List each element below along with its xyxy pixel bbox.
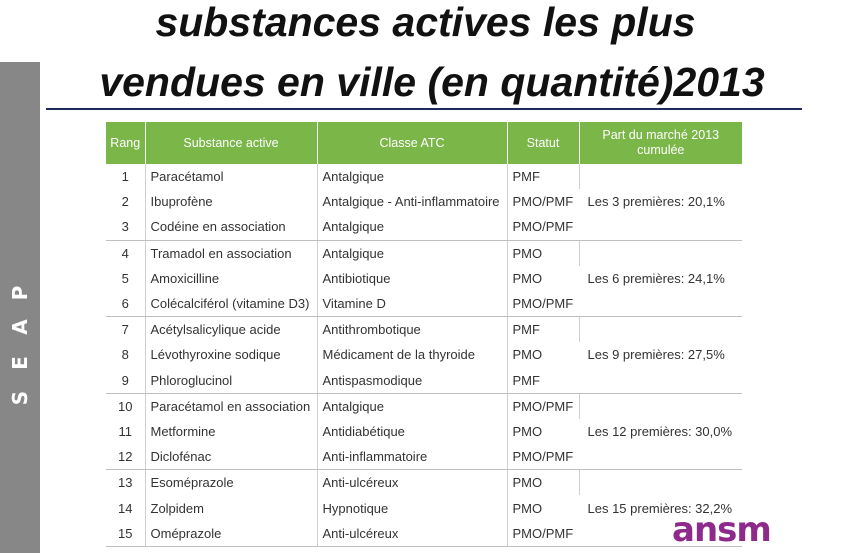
side-letter-a: A — [8, 319, 32, 335]
cell-classe: Antalgique — [317, 240, 507, 266]
cell-rang: 6 — [106, 291, 145, 317]
cell-classe: Vitamine D — [317, 291, 507, 317]
cell-rang: 14 — [106, 495, 145, 520]
cell-substance: Codéine en association — [145, 214, 317, 240]
cell-substance: Paracétamol — [145, 164, 317, 189]
cell-part-group-3: Les 9 premières: 27,5% — [579, 317, 742, 394]
page-title-line-2: vendues en ville (en quantité)2013 — [99, 59, 765, 105]
cell-rang: 5 — [106, 266, 145, 291]
cell-statut: PMO — [512, 270, 543, 286]
cell-statut: PMF — [507, 164, 579, 189]
cell-statut: PMO/PMF — [507, 214, 579, 240]
cell-rang: 10 — [106, 393, 145, 419]
cell-classe: Antispasmodique — [317, 368, 507, 394]
side-letter-p: P — [8, 285, 32, 301]
cell-rang: 8 — [106, 342, 145, 367]
table-row — [106, 317, 742, 343]
cell-part-group-2: Les 6 premières: 24,1% — [579, 240, 742, 317]
cell-classe: Antalgique — [317, 164, 507, 189]
cell-rang: 13 — [106, 470, 145, 496]
table-row — [106, 164, 742, 189]
cell-classe: Antalgique - Anti-inflammatoire — [317, 189, 507, 214]
cell-substance: Amoxicilline — [145, 266, 317, 291]
cell-rang: 12 — [106, 444, 145, 470]
cell-statut: PMO/PMF — [512, 194, 574, 210]
cell-classe: Hypnotique — [317, 495, 507, 520]
cell-substance: Metformine — [145, 419, 317, 444]
cell-rang: 1 — [106, 164, 145, 189]
side-letter-e: E — [8, 356, 32, 370]
cell-statut: PMO — [512, 347, 543, 363]
cell-substance: Colécalciférol (vitamine D3) — [145, 291, 317, 317]
header-rang: Rang — [106, 122, 145, 164]
cell-classe: Antidiabétique — [317, 419, 507, 444]
cell-rang: 4 — [106, 240, 145, 266]
cell-part-group-1: Les 3 premières: 20,1% — [579, 164, 742, 240]
substances-table — [106, 122, 742, 547]
cell-statut: PMO — [512, 500, 543, 516]
cell-classe: Antibiotique — [317, 266, 507, 291]
cell-classe: Antalgique — [317, 214, 507, 240]
cell-rang: 3 — [106, 214, 145, 240]
title-underline — [46, 108, 802, 110]
cell-statut: PMO/PMF — [507, 444, 579, 470]
cell-substance: Acétylsalicylique acide — [145, 317, 317, 343]
cell-statut: PMO — [507, 240, 579, 266]
cell-substance: Zolpidem — [145, 495, 317, 520]
cell-classe: Anti-ulcéreux — [317, 470, 507, 496]
header-classe-atc: Classe ATC — [317, 122, 507, 164]
cell-classe: Antalgique — [317, 393, 507, 419]
cell-classe: Anti-inflammatoire — [317, 444, 507, 470]
header-statut: Statut — [507, 122, 579, 164]
page-title-line-1: substances actives les plus — [155, 0, 696, 45]
cell-statut: PMO/PMF — [507, 291, 579, 317]
cell-substance: Lévothyroxine sodique — [145, 342, 317, 367]
cell-classe: Antithrombotique — [317, 317, 507, 343]
cell-classe: Médicament de la thyroide — [317, 342, 507, 367]
cell-part-group-4: Les 12 premières: 30,0% — [579, 393, 742, 470]
side-band — [0, 62, 40, 553]
cell-statut: PMF — [507, 368, 579, 394]
table-header-row — [106, 122, 742, 164]
cell-rang: 7 — [106, 317, 145, 343]
table-row — [106, 240, 742, 266]
cell-substance: Paracétamol en association — [145, 393, 317, 419]
table-row — [106, 393, 742, 419]
cell-statut: PMO — [507, 470, 579, 496]
cell-statut: PMO/PMF — [507, 393, 579, 419]
header-part-marche: Part du marché 2013 cumulée — [579, 122, 742, 164]
cell-rang: 15 — [106, 521, 145, 547]
cell-classe: Anti-ulcéreux — [317, 521, 507, 547]
cell-substance: Oméprazole — [145, 521, 317, 547]
side-letter-s: S — [8, 390, 32, 406]
cell-rang: 2 — [106, 189, 145, 214]
cell-substance: Diclofénac — [145, 444, 317, 470]
table-row — [106, 470, 742, 496]
cell-statut: PMO — [512, 423, 543, 439]
ansm-logo-text: ansm — [672, 510, 771, 550]
cell-substance: Esoméprazole — [145, 470, 317, 496]
ansm-logo — [672, 512, 812, 553]
cell-part-group-5: Les 15 premières: 32,2% — [579, 470, 742, 547]
cell-substance: Tramadol en association — [145, 240, 317, 266]
cell-statut: PMO/PMF — [507, 521, 579, 547]
cell-rang: 9 — [106, 368, 145, 394]
header-substance: Substance active — [145, 122, 317, 164]
cell-rang: 11 — [106, 419, 145, 444]
cell-statut: PMF — [507, 317, 579, 343]
cell-substance: Ibuprofène — [145, 189, 317, 214]
cell-substance: Phloroglucinol — [145, 368, 317, 394]
